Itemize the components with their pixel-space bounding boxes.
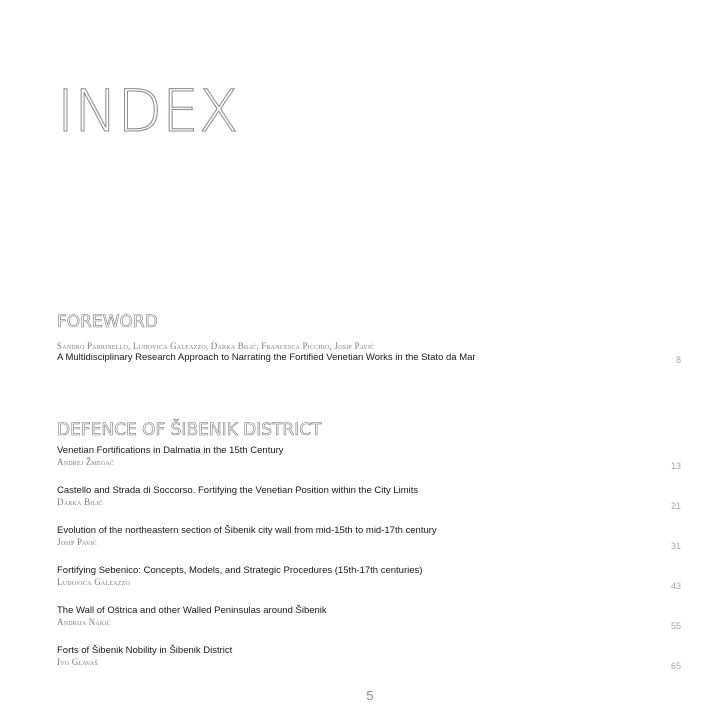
toc-entry <box>57 645 685 671</box>
entry-title: Venetian Fortifications in Dalmatia in the 15th Century <box>57 445 284 456</box>
foreword-heading: FOREWORD <box>57 312 158 332</box>
entry-authors: Ivo Glavaš <box>57 657 98 667</box>
entry-page-number: 55 <box>670 621 681 631</box>
entry-title: Evolution of the northeastern section of Šibenik city wall from mid-15th to mid-17th century <box>57 525 437 536</box>
entry-authors: Darka Bilić <box>57 497 103 507</box>
entry-title: A Multidisciplinary Research Approach to Narrating the Fortified Venetian Works in the Stato da Mar <box>57 352 476 363</box>
entry-authors: Andrija Nakić <box>57 617 111 627</box>
entry-title: The Wall of Oštrica and other Walled Peninsulas around Šibenik <box>57 605 327 616</box>
toc-entry <box>57 525 685 551</box>
toc-entry <box>57 565 685 591</box>
entry-page-number: 43 <box>670 581 681 591</box>
entry-page-number: 13 <box>670 461 681 471</box>
entry-title: Castello and Strada di Soccorso. Fortifying the Venetian Position within the City Limits <box>57 485 419 496</box>
page-number: 5 <box>366 688 374 703</box>
entry-title: Forts of Šibenik Nobility in Šibenik District <box>57 645 233 656</box>
entry-authors: Ludovica Galeazzo <box>57 577 130 587</box>
entry-authors: Sandro Parrinello, Ludovica Galeazzo, Darka Bilić, Francesca Picchio, Josip Pavić <box>57 341 375 351</box>
entry-title: Fortifying Sebenico: Concepts, Models, and Strategic Procedures (15th-17th centuries) <box>57 565 423 576</box>
index-title: INDEX <box>57 77 239 145</box>
toc-entry <box>57 445 685 471</box>
entry-page-number: 65 <box>670 661 681 671</box>
defence-section <box>57 420 685 671</box>
entry-page-number: 31 <box>670 541 681 551</box>
toc-entry <box>57 485 685 511</box>
foreword-entry <box>57 341 685 364</box>
toc-entry <box>57 605 685 631</box>
defence-heading: DEFENCE OF ŠIBENIK DISTRICT <box>57 420 322 440</box>
entry-page-number: 21 <box>670 501 681 511</box>
entry-authors: Josip Pavić <box>57 537 97 547</box>
foreword-section <box>57 312 685 364</box>
entry-authors: Andrej Žmegač <box>57 457 115 467</box>
entry-page-number: 8 <box>675 355 681 365</box>
